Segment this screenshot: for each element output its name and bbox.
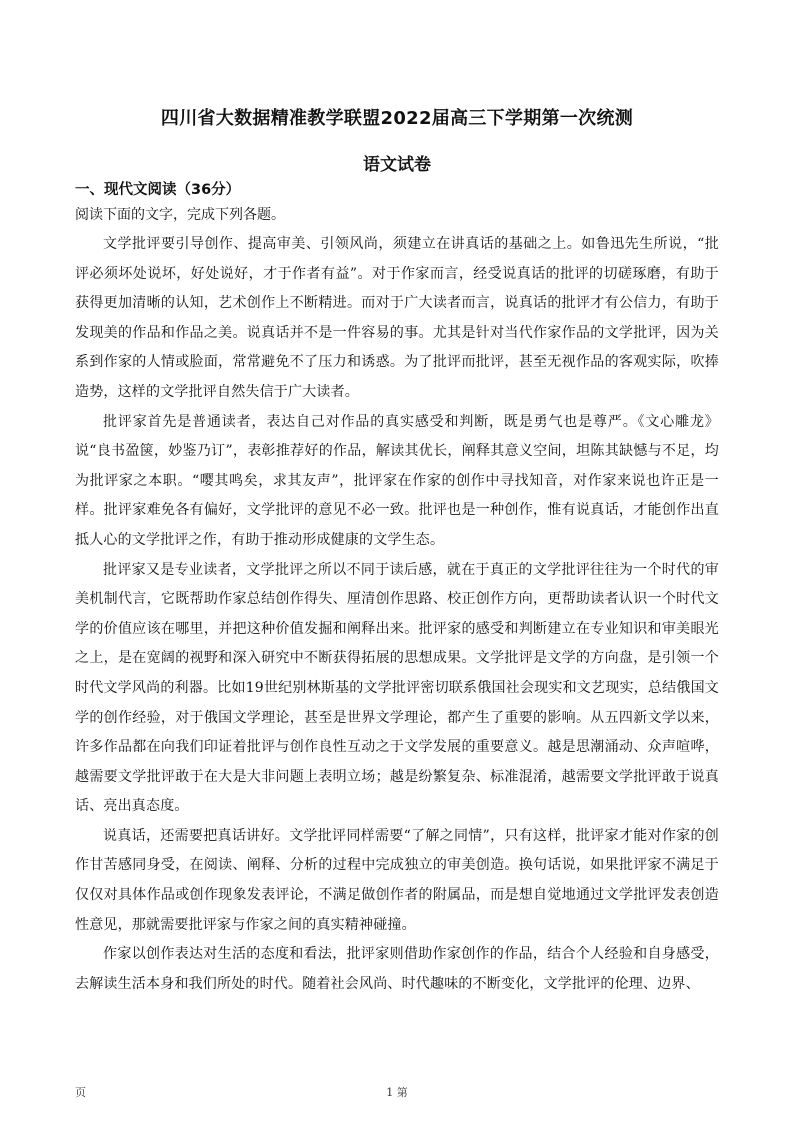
paragraph-1: 文学批评要引导创作、提高审美、引领风尚，须建立在讲真话的基础之上。如鲁迅先生所说，“批评必须坏处说坏，好处说好，才于作者有益”。对于作家而言，经受说真话的批评的切磋琢磨，有助于获得更加清晰的认知，艺术创作上不断精进。而对于广大读者而言，说真话的批评才有公信力，有助于发现美的作品和作品之美。说真话并不是一件容易的事。尤其是针对当代作家作品的文学批评，因为关系到作家的人情或脸面，常常避免不了压力和诱惑。为了批评而批评，甚至无视作品的客观实际，吹捧造势，这样的文学批评自然失信于广大读者。 — [75, 236, 719, 400]
paragraph-3: 批评家又是专业读者，文学批评之所以不同于读后感，就在于真正的文学批评往往为一个时代的审美机制代言，它既帮助作家总结创作得失、厘清创作思路、校正创作方向，更帮助读者认识一个时代文学的价值应该在哪里，并把这种价值发掘和阐释出来。批评家的感受和判断建立在专业知识和审美眼光之上，是在宽阔的视野和深入研究中不断获得拓展的思想成果。文学批评是文学的方向盘，是引领一个时代文学风尚的利器。比如19世纪别林斯基的文学批评密切联系俄国社会现实和文艺现实，总结俄国文学的创作经验，对于俄国文学理论，甚至是世界文学理论，都产生了重要的影响。从五四新文学以来，许多作品都在向我们印证着批评与创作良性互动之于文学发展的重要意义。越是思潮涌动、众声喧哗，越需要文学批评敢于在大是大非问题上表明立场；越是纷繁复杂、标准混淆，越需要文学批评敢于说真话、亮出真态度。 — [75, 561, 719, 815]
footer-page-number: 1 第 — [386, 1086, 408, 1099]
document-title: 四川省大数据精准教学联盟2022届高三下学期第一次统测 — [160, 108, 634, 129]
document-body — [75, 178, 719, 999]
section-heading: 一、现代文阅读（36分） — [75, 182, 241, 198]
paragraph-4: 说真话，还需要把真话讲好。文学批评同样需要“了解之同情”，只有这样，批评家才能对作家的创作甘苦感同身受，在阅读、阐释、分析的过程中完成独立的审美创造。换句话说，如果批评家不满足于仅仅对具体作品或创作现象发表评论，不满足做创作者的附属品，而是想自觉地通过文学批评发表创造性意见，那就需要批评家与作家之间的真实精神碰撞。 — [75, 827, 719, 933]
document-subtitle: 语文试卷 — [363, 155, 431, 175]
footer-page-label: 页 — [75, 1086, 86, 1099]
paragraph-5: 作家以创作表达对生活的态度和看法，批评家则借助作家创作的作品，结合个人经验和自身感受，去解读生活本身和我们所处的时代。随着社会风尚、时代趣味的不断变化，文学批评的伦理、边界、 — [75, 946, 719, 992]
reading-instruction: 阅读下面的文字，完成下列各题。 — [75, 207, 285, 223]
paragraph-2: 批评家首先是普通读者，表达自己对作品的真实感受和判断，既是勇气也是尊严。《文心雕龙》说“良书盈箧，妙鉴乃订”，表彰推荐好的作品，解读其优长，阐释其意义空间，坦陈其缺憾与不足，均为批评家之本职。“嘤其鸣矣，求其友声”，批评家在作家的创作中寻找知音，对作家来说也许正是一样。批评家难免各有偏好，文学批评的意见不必一致。批评也是一种创作，惟有说真话，才能创作出直抵人心的文学批评之作，有助于推动形成健康的文学生态。 — [75, 413, 719, 548]
